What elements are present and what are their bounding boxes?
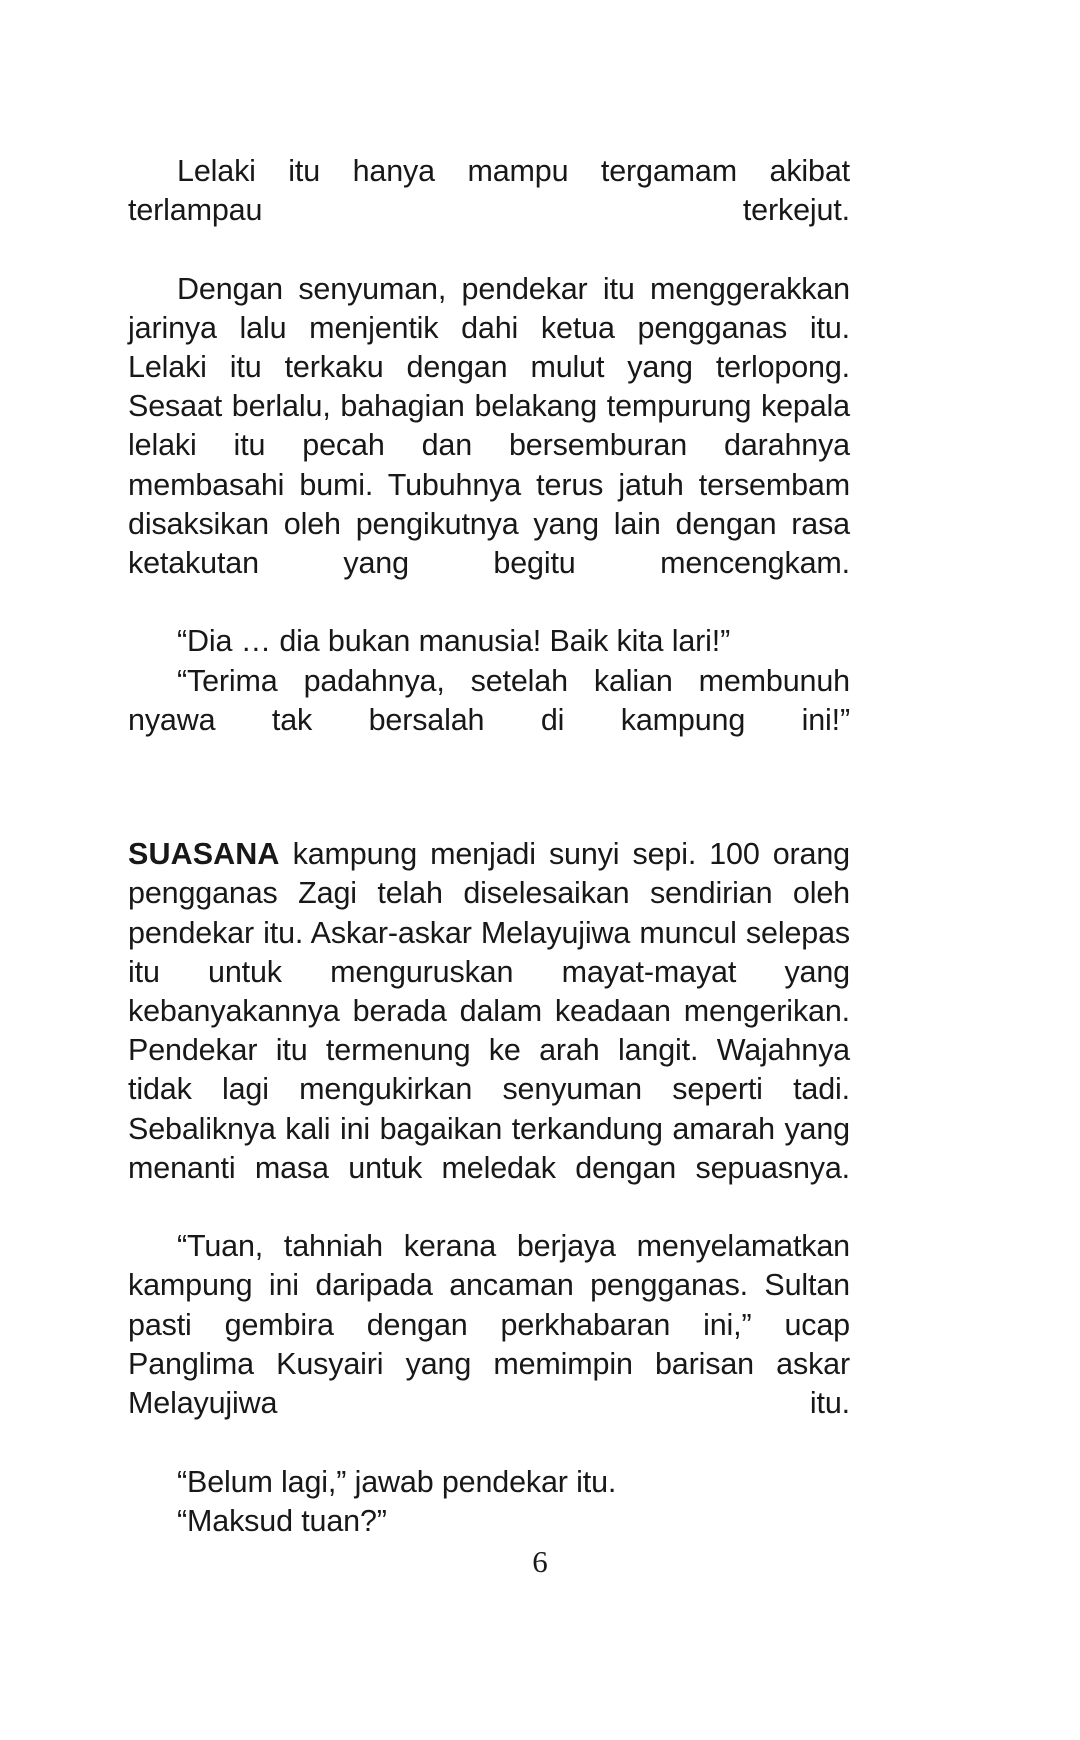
paragraph-4: “Tuan, tahniah kerana berjaya menyelamatkan kampung ini daripada ancaman pengganas. Sultan pasti gembira dengan perkhabaran ini,” ucap Panglima Kusyairi yang memimpin barisan askar Melayujiwa itu. [128, 1229, 850, 1421]
dialogue-line-2: “Belum lagi,” jawab pendekar itu. [177, 1464, 617, 1499]
section-opening-word: SUASANA [128, 837, 280, 872]
page-number: 6 [532, 1544, 548, 1579]
text-block [128, 152, 850, 1541]
paragraph-2: Dengan senyuman, pendekar itu menggerakkan jarinya lalu menjentik dahi ketua pengganas itu. Lelaki itu terkaku dengan mulut yang terlopong. Sesaat berlalu, bahagian belakang tempurung kepala lelaki itu pecah dan bersemburan darahnya membasahi bumi. Tubuhnya terus jatuh tersembam disaksikan oleh pengikutnya yang lain dengan rasa ketakutan yang begitu mencengkam. [128, 271, 850, 581]
section-break-spacer [128, 779, 850, 835]
dialogue-line-3: “Maksud tuan?” [177, 1503, 387, 1538]
paragraph-3: “Terima padahnya, setelah kalian membunuh nyawa tak bersalah di kampung ini!” [128, 663, 850, 737]
section-opening-text: kampung menjadi sunyi sepi. 100 orang pengganas Zagi telah diselesaikan sendirian oleh pendekar itu. Askar-askar Melayujiwa muncul selepas itu untuk menguruskan mayat-mayat yang kebanyakannya berada dalam keadaan mengerikan. Pendekar itu termenung ke arah langit. Wajahnya tidak lagi mengukirkan senyuman seperti tadi. Sebaliknya kali ini bagaikan terkandung amarah yang menanti masa untuk meledak dengan sepuasnya. [128, 837, 850, 1185]
section-opening-paragraph [128, 835, 850, 1227]
dialogue-line-1: “Dia … dia bukan manusia! Baik kita lari!” [177, 624, 731, 659]
paragraph-1: Lelaki itu hanya mampu tergamam akibat terlampau terkejut. [128, 154, 850, 228]
